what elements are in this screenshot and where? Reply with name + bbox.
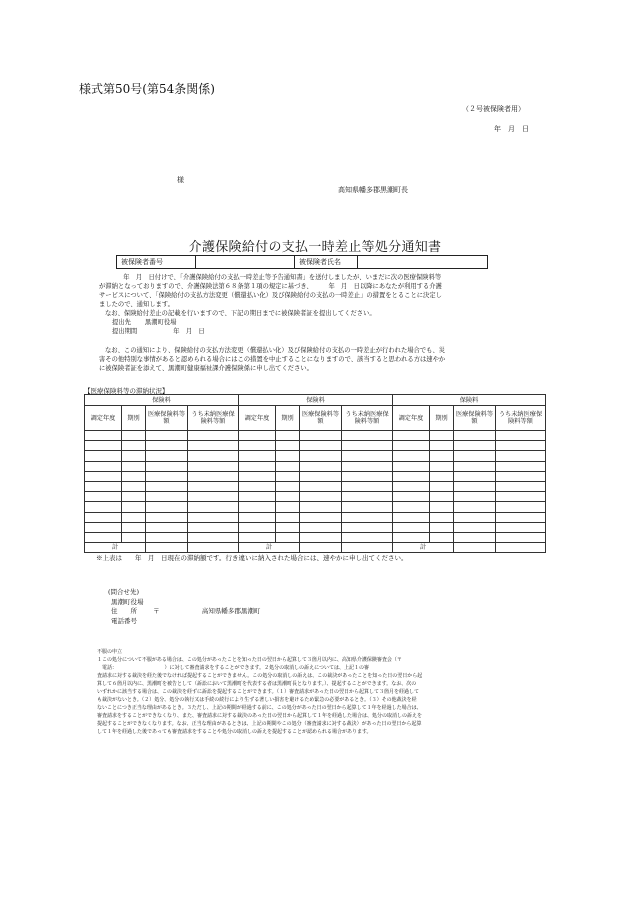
table-cell (430, 481, 454, 491)
table-row (85, 451, 546, 461)
table-cell (496, 502, 546, 512)
table-row (85, 441, 546, 451)
total-cell (342, 543, 393, 553)
table-cell (122, 502, 146, 512)
table-cell (122, 471, 146, 481)
table-cell (342, 502, 393, 512)
table-cell (496, 492, 546, 502)
column-header: うち未納医療保険料等額 (342, 406, 393, 431)
group-header: 保険料 (239, 395, 393, 406)
table-cell (122, 441, 146, 451)
body-line: 害その他特別な事情があると認められる場合にはこの措置を中止することになりますので、該当すると思われる方は速やか (99, 356, 446, 363)
table-cell (239, 492, 276, 502)
table-cell (430, 461, 454, 471)
group-header: 保険料 (85, 395, 239, 406)
submit-period-value: 年 月 日 (173, 328, 205, 335)
table-cell (454, 502, 496, 512)
table-cell (393, 461, 430, 471)
table-cell (454, 441, 496, 451)
table-cell (146, 441, 188, 451)
table-cell (430, 512, 454, 522)
table-cell (430, 431, 454, 441)
table-cell (300, 512, 342, 522)
body-line: ましたので、通知します。 (99, 301, 174, 308)
table-cell (276, 471, 300, 481)
table-cell (430, 451, 454, 461)
table-cell (496, 522, 546, 532)
table-cell (188, 431, 239, 441)
table-cell (496, 512, 546, 522)
body-line: に被保険者証を添えて、黒潮町健康福祉課介護保険係に申し出てください。 (99, 365, 313, 372)
table-cell (276, 512, 300, 522)
contact-phone-label: 電話番号 (111, 617, 137, 625)
table-cell (454, 471, 496, 481)
column-header: 医療保険料等額 (146, 406, 188, 431)
table-row (85, 431, 546, 441)
table-cell (146, 502, 188, 512)
body-line: が滞納となっておりますので、介護保険法第６８条第１項の規定に基づき、 年 月 日以降にあなたが利用する介護 (99, 283, 442, 290)
table-cell (146, 512, 188, 522)
table-cell (300, 502, 342, 512)
table-cell (188, 441, 239, 451)
body-paragraph-1 (99, 273, 442, 336)
table-cell (188, 461, 239, 471)
table-cell (300, 522, 342, 532)
group-header: 保険料 (393, 395, 546, 406)
table-row (85, 461, 546, 471)
postal-mark: 〒 (153, 607, 160, 615)
body-line: 年 月 日付けで、「介護保険給付の支払一時差止等予告通知書」を送付しましたが、いまだに次の医療保険料等 (117, 274, 442, 281)
table-cell (188, 522, 239, 532)
table-cell (496, 451, 546, 461)
appeal-line: ないことにつき正当な理由があるとき。３ただし、上記の期間が経過する前に、この処分があった日の翌日から起算して１年を経過した場合は、 (97, 705, 422, 711)
body-line: なお、この通知により、保険給付の支払方法変更（償還払い化）及び保険給付の支払の一時差止が行われた場合でも、災 (105, 347, 446, 354)
payment-status-table (84, 394, 546, 553)
total-label: 計 (85, 543, 146, 553)
table-cell (239, 502, 276, 512)
table-cell (239, 451, 276, 461)
issuer-name: 高知県幡多郡黒潮町長 (338, 186, 408, 194)
column-header: 期別 (430, 406, 454, 431)
table-cell (342, 461, 393, 471)
table-cell (342, 481, 393, 491)
table-cell (342, 451, 393, 461)
contact-title: (問合せ先) (108, 588, 140, 596)
appeal-title: 不服の申立 (97, 649, 123, 655)
table-cell (342, 441, 393, 451)
insured-type-label: （２号被保険者用） (462, 105, 525, 113)
column-header: 期別 (122, 406, 146, 431)
table-cell (393, 471, 430, 481)
table-cell (342, 522, 393, 532)
table-cell (393, 441, 430, 451)
contact-address-row (111, 606, 260, 615)
table-row (85, 512, 546, 522)
table-cell (122, 481, 146, 491)
table-cell (342, 512, 393, 522)
table-cell (430, 502, 454, 512)
table-cell (85, 441, 122, 451)
table-cell (85, 492, 122, 502)
table-cell (146, 461, 188, 471)
table-cell (342, 431, 393, 441)
total-cell (300, 543, 342, 553)
table-cell (239, 471, 276, 481)
appeal-line: 算して６箇月以内に、黒潮町を被告として（訴訟において黒潮町を代表する者は黒潮町長となります。）、提起することができます。なお、次の (97, 681, 417, 687)
total-cell (188, 543, 239, 553)
table-cell (188, 502, 239, 512)
table-cell (85, 431, 122, 441)
table-cell (122, 431, 146, 441)
table-cell (393, 451, 430, 461)
table-cell (430, 441, 454, 451)
table-cell (85, 532, 122, 542)
column-header: 医療保険料等額 (300, 406, 342, 431)
table-cell (393, 431, 430, 441)
table-cell (239, 431, 276, 441)
form-number: 様式第50号(第54条関係) (79, 82, 215, 96)
insured-name-label: 被保険者氏名 (295, 256, 358, 269)
table-cell (454, 512, 496, 522)
address-value: 高知県幡多郡黒潮町 (201, 607, 261, 615)
table-cell (393, 522, 430, 532)
table-cell (188, 451, 239, 461)
table-cell (454, 461, 496, 471)
table-cell (454, 492, 496, 502)
insured-name-value (358, 256, 488, 269)
table-cell (454, 431, 496, 441)
submit-period-label: 提出期間 (112, 328, 138, 335)
table-cell (393, 512, 430, 522)
payment-section-label: 【医療保険料等の滞納状況】 (84, 387, 169, 395)
insured-number-label: 被保険者番号 (117, 256, 196, 269)
table-row (85, 471, 546, 481)
table-cell (276, 492, 300, 502)
table-cell (496, 461, 546, 471)
table-cell (188, 512, 239, 522)
total-label: 計 (239, 543, 300, 553)
table-cell (300, 441, 342, 451)
table-cell (300, 471, 342, 481)
table-row (85, 532, 546, 542)
table-cell (239, 481, 276, 491)
table-row (85, 502, 546, 512)
table-cell (300, 431, 342, 441)
column-header: 調定年度 (393, 406, 430, 431)
table-cell (300, 461, 342, 471)
appeal-section (97, 648, 422, 736)
column-header: 期別 (276, 406, 300, 431)
table-cell (276, 481, 300, 491)
table-cell (146, 492, 188, 502)
table-cell (85, 522, 122, 532)
table-cell (85, 461, 122, 471)
submit-to-value: 黒潮町役場 (144, 319, 177, 326)
table-cell (122, 512, 146, 522)
appeal-line: １この処分について不服がある場合は、この処分があったことを知った日の翌日から起算して３箇月以内に、高知県介護保険審査会（〒 (97, 657, 402, 663)
table-cell (342, 532, 393, 542)
table-cell (239, 522, 276, 532)
body-line: なお、保険給付差止の記載を行いますので、下記の期日までに被保険者証を提出してください。 (105, 310, 376, 317)
table-cell (430, 492, 454, 502)
table-cell (454, 522, 496, 532)
total-cell (146, 543, 188, 553)
table-cell (146, 522, 188, 532)
submit-to-label: 提出先 (112, 319, 131, 326)
table-cell (122, 532, 146, 542)
table-cell (85, 502, 122, 512)
table-cell (300, 481, 342, 491)
document-title: 介護保険給付の支払一時差止等処分通知書 (188, 240, 442, 255)
body-line: サービスについて、「保険給付の支払方法変更（償還払い化）及び保険給付の支払の一時差止」の措置をとることに決定し (99, 292, 442, 299)
table-cell (496, 431, 546, 441)
table-cell (276, 441, 300, 451)
table-cell (300, 451, 342, 461)
appeal-line: 査請求に対する裁決を経た後でなければ提起することができません。この処分の取消しの訴えは、この裁決があったことを知った日の翌日から起 (97, 673, 423, 679)
table-cell (276, 431, 300, 441)
table-cell (122, 451, 146, 461)
insured-number-value (196, 256, 295, 269)
table-cell (430, 532, 454, 542)
insured-id-table (116, 255, 488, 269)
table-cell (276, 502, 300, 512)
table-row (85, 492, 546, 502)
table-cell (146, 431, 188, 441)
column-header: 調定年度 (85, 406, 122, 431)
table-row (85, 522, 546, 532)
table-cell (430, 522, 454, 532)
table-cell (239, 441, 276, 451)
table-cell (430, 471, 454, 481)
appeal-line: も裁決がないとき。（２）処分、処分の執行又は手続の続行により生ずる著しい損害を避けるため緊急の必要があるとき。（３）その他裁決を経 (97, 697, 417, 703)
table-cell (496, 481, 546, 491)
table-cell (188, 492, 239, 502)
payment-note: ※上表は 年 月 日現在の滞納額です。行き違いに納入された場合には、速やかに申し出てください。 (96, 554, 408, 562)
table-cell (85, 451, 122, 461)
appeal-line: 電話： ）に対して審査請求をすることができます。２処分の取消しの訴えについては、上記１の審 (97, 665, 370, 671)
appeal-line: 審査請求をすることができなくなり、また、審査請求に対する裁決のあった日の翌日から起算して１年を経過した場合は、処分の取消しの訴えを (97, 713, 422, 719)
table-cell (188, 471, 239, 481)
table-cell (496, 471, 546, 481)
table-cell (276, 461, 300, 471)
table-cell (85, 481, 122, 491)
table-cell (393, 502, 430, 512)
table-cell (454, 481, 496, 491)
column-header: 調定年度 (239, 406, 276, 431)
table-cell (342, 471, 393, 481)
table-cell (342, 492, 393, 502)
table-cell (393, 481, 430, 491)
table-cell (188, 532, 239, 542)
table-cell (300, 492, 342, 502)
issue-date: 年 月 日 (494, 125, 529, 133)
address-label: 住 所 (111, 607, 137, 615)
table-cell (146, 532, 188, 542)
body-paragraph-3 (99, 346, 445, 373)
table-cell (276, 522, 300, 532)
table-cell (146, 481, 188, 491)
table-cell (122, 492, 146, 502)
table-cell (122, 522, 146, 532)
table-cell (188, 481, 239, 491)
total-label: 計 (393, 543, 454, 553)
appeal-line: 提起することができなくなります。なお、正当な理由があるときは、上記の期間やこの処分（審査請求に対する裁決）があった日の翌日から起算 (97, 721, 422, 727)
appeal-line: して１年を経過した後であっても審査請求をすることや処分の取消しの訴えを提起することが認められる場合があります。 (97, 729, 372, 735)
table-cell (239, 512, 276, 522)
column-header: うち未納医療保険料等額 (496, 406, 546, 431)
column-header: 医療保険料等額 (454, 406, 496, 431)
table-cell (239, 461, 276, 471)
table-cell (496, 532, 546, 542)
appeal-line: いずれかに該当する場合は、この裁決を経ずに訴訟を提起することができます。（１）審査請求があった日の翌日から起算して３箇月を経過して (97, 689, 420, 695)
table-cell (454, 532, 496, 542)
table-cell (276, 532, 300, 542)
table-cell (122, 461, 146, 471)
contact-office: 黒潮町役場 (111, 598, 144, 606)
table-cell (393, 532, 430, 542)
column-header: うち未納医療保険料等額 (188, 406, 239, 431)
table-cell (300, 532, 342, 542)
table-cell (393, 492, 430, 502)
table-cell (146, 451, 188, 461)
table-cell (496, 441, 546, 451)
table-row (85, 481, 546, 491)
total-cell (454, 543, 496, 553)
table-cell (276, 451, 300, 461)
total-cell (496, 543, 546, 553)
table-cell (239, 532, 276, 542)
table-cell (454, 451, 496, 461)
table-cell (146, 471, 188, 481)
addressee-suffix: 様 (177, 176, 184, 184)
table-cell (85, 512, 122, 522)
table-cell (85, 471, 122, 481)
